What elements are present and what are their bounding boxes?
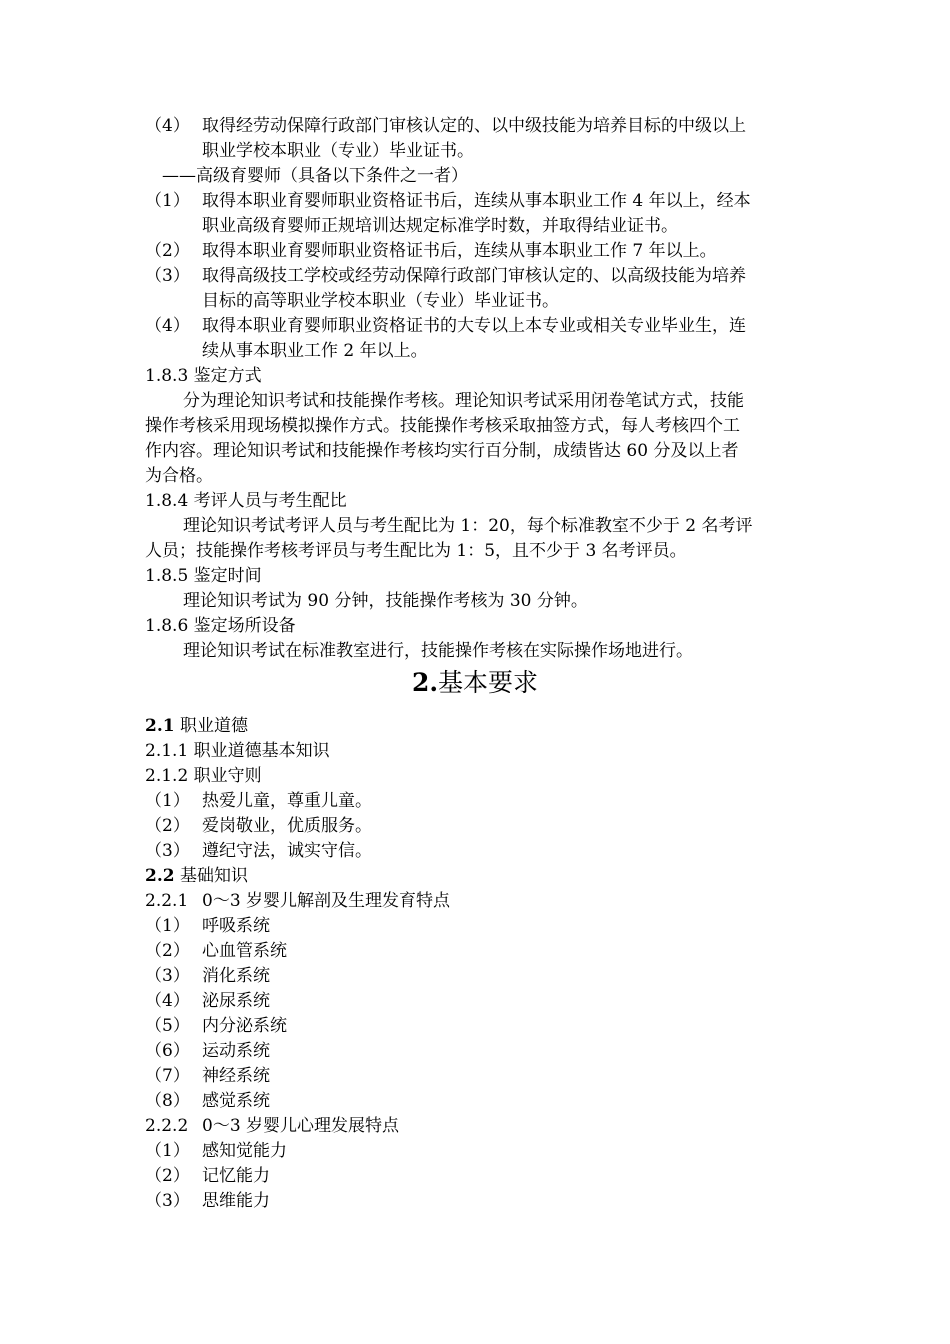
senior-nanny-heading: ——高级育婴师（具备以下条件之一者）: [162, 166, 468, 186]
section-heading: 1.8.5 鉴定时间: [145, 566, 262, 586]
paragraph-line: 操作考核采用现场模拟操作方式。技能操作考核采取抽签方式，每人考核四个工: [145, 416, 740, 436]
paragraph-line: 理论知识考试考评人员与考生配比为 1：20，每个标准教室不少于 2 名考评: [183, 516, 753, 536]
subsection-heading: 2.1.1 职业道德基本知识: [145, 741, 330, 761]
section-heading: 2.1 职业道德: [145, 716, 248, 736]
section-heading: 1.8.3 鉴定方式: [145, 366, 262, 386]
chapter-title: 2.基本要求: [411, 668, 539, 697]
paragraph-line: 分为理论知识考试和技能操作考核。理论知识考试采用闭卷笔试方式，技能: [183, 391, 744, 411]
paragraph-line: 理论知识考试在标准教室进行，技能操作考核在实际操作场地进行。: [183, 641, 693, 661]
paragraph-line: 作内容。理论知识考试和技能操作考核均实行百分制，成绩皆达 60 分及以上者: [145, 441, 739, 461]
paragraph-line: 理论知识考试为 90 分钟，技能操作考核为 30 分钟。: [183, 591, 588, 611]
list-item-continuation: 职业高级育婴师正规培训达规定标准学时数，并取得结业证书。: [202, 216, 678, 236]
list-item-continuation: 职业学校本职业（专业）毕业证书。: [202, 141, 474, 161]
list-item-continuation: 续从事本职业工作 2 年以上。: [202, 341, 428, 361]
list-item-continuation: 目标的高等职业学校本职业（专业）毕业证书。: [202, 291, 559, 311]
subsection-heading: 2.1.2 职业守则: [145, 766, 262, 786]
document-page: （4） 取得经劳动保障行政部门审核认定的、以中级技能为培养目标的中级以上 职业学校本职业（专业）毕业证书。 ——高级育婴师（具备以下条件之一者） （1） 取得本职业育婴师职业资格证书后，连续从事本职业工作 4 年以上，经本 职业高级育婴师正规培训达规定标准学时数，并取得结业证书。 （2） 取得本职业育婴师职业资格证书后，连续从事本职业工作 7 年以上。 （3） 取得高级技工学校或经劳动保障行政部门审核认定的、以高级技能为培养 目标的高等职业学校本职业（专业）毕业证书。 （4） 取得本职业育婴师职业资格证书的大专以上本专业或相关专业毕业生，连 续从事本职业工作 2 年以上。 1.8.3 鉴定方式 分为理论知识考试和技能操作考核。理论知识考试采用闭卷笔试方式，技能 操作考核采用现场模拟操作方式。技能操作考核采取抽签方式，每人考核四个工 作内容。理论知识考试和技能操作考核均实行百分制，成绩皆达 60 分及以上者 为合格。 1.8.4 考评人员与考生配比 理论知识考试考评人员与考生配比为 1：20，每个标准教室不少于 2 名考评 人员；技能操作考核考评员与考生配比为 1：5，且不少于 3 名考评员。 1.8.5 鉴定时间 理论知识考试为 90 分钟，技能操作考核为 30 分钟。 1.8.6 鉴定场所设备 理论知识考试在标准教室进行，技能操作考核在实际操作场地进行。 2.基本要求 2.1 职业道德 2.1.1 职业道德基本知识 2.1.2 职业守则 （1） 热爱儿童，尊重儿童。 （2） 爱岗敬业，优质服务。 （3） 遵纪守法，诚实守信。 2.2 基础知识 2.2.1 0～3 岁婴儿解剖及生理发育特点 （1） 呼吸系统 （2） 心血管系统 （3） 消化系统 （4） 泌尿系统 （5） 内分泌系统 （6） 运动系统 （7） 神经系统 （8） 感觉系统 2.2.2 0～3 岁婴儿心理发展特点 （1） 感知觉能力 （2） 记忆能力 （3） 思维能力: [0, 0, 950, 1344]
section-heading: 2.2 基础知识: [145, 866, 248, 886]
section-heading: 1.8.6 鉴定场所设备: [145, 616, 296, 636]
section-heading: 1.8.4 考评人员与考生配比: [145, 491, 347, 511]
paragraph-line: 为合格。: [145, 466, 213, 486]
paragraph-line: 人员；技能操作考核考评员与考生配比为 1：5，且不少于 3 名考评员。: [145, 541, 687, 561]
